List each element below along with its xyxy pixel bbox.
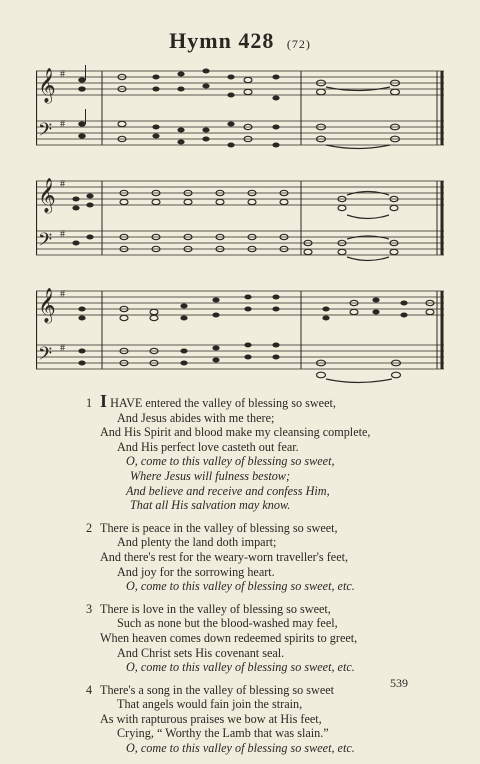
verse-line: Crying, “ Worthy the Lamb that was slain.” <box>117 726 329 741</box>
music-system-3 <box>36 285 446 389</box>
verse-line: As with rapturous praises we bow at His feet, <box>100 711 322 726</box>
verse-text: There is love in the valley of blessing so sweet, <box>100 601 331 616</box>
verse-line: Such as none but the blood-washed may feel, <box>117 616 338 631</box>
svg-text:𝄢: 𝄢 <box>38 120 53 145</box>
music-system-2 <box>36 175 446 271</box>
verse-text: There is peace in the valley of blessing so sweet, <box>100 520 338 535</box>
verse-line: And joy for the sorrowing heart. <box>117 564 275 579</box>
verse-text: There's a song in the valley of blessing so sweet <box>100 682 335 697</box>
page-number: 539 <box>390 676 408 690</box>
verse-4 <box>86 682 400 756</box>
svg-text:𝄢: 𝄢 <box>38 344 53 369</box>
verse-line: That angels would fain join the strain, <box>117 697 303 712</box>
verse-line: And His perfect love casteth out fear. <box>117 439 299 454</box>
chorus-line: O, come to this valley of blessing so sweet, etc. <box>126 660 355 675</box>
verse-3 <box>86 601 400 675</box>
svg-text:𝄞: 𝄞 <box>38 178 56 213</box>
music-system-1 <box>36 65 446 161</box>
svg-text:#: # <box>60 69 65 80</box>
svg-text:#: # <box>60 343 65 354</box>
svg-text:𝄢: 𝄢 <box>38 230 53 255</box>
hymn-title-text: Hymn 428 <box>169 28 275 53</box>
svg-text:#: # <box>60 119 65 130</box>
svg-text:#: # <box>60 229 65 240</box>
verse-number: 2 <box>86 520 93 535</box>
drop-cap: I <box>100 391 108 411</box>
verse-line <box>86 601 400 617</box>
verse-line: And His Spirit and blood make my cleansing complete, <box>100 425 371 440</box>
hymn-verses <box>86 391 400 764</box>
chorus-line: O, come to this valley of blessing so sweet, etc. <box>126 741 355 756</box>
chorus-line: O, come to this valley of blessing so sweet, etc. <box>126 579 355 594</box>
chorus-line: That all His salvation may know. <box>130 498 291 513</box>
hymn-title <box>0 28 480 54</box>
verse-line: And Jesus abides with me there; <box>117 410 275 425</box>
verse-line <box>86 520 400 536</box>
chorus-line: O, come to this valley of blessing so sweet, <box>126 454 335 469</box>
verse-line <box>86 391 400 411</box>
music-staff-graphic <box>36 285 446 389</box>
verse-line: And plenty the land doth impart; <box>117 535 277 550</box>
svg-text:#: # <box>60 179 65 190</box>
verse-text: HAVE entered the valley of blessing so sweet, <box>110 396 336 410</box>
svg-text:𝄞: 𝄞 <box>38 288 56 323</box>
verse-number: 3 <box>86 601 93 616</box>
chorus-line: Where Jesus will fulness bestow; <box>130 468 290 483</box>
verse-number: 1 <box>86 396 93 410</box>
hymn-reference: (72) <box>286 37 311 51</box>
music-staff-graphic <box>36 65 446 161</box>
music-staff-graphic <box>36 175 446 271</box>
svg-text:𝄞: 𝄞 <box>38 68 56 103</box>
verse-line: And there's rest for the weary-worn traveller's feet, <box>100 549 349 564</box>
verse-1 <box>86 391 400 513</box>
verse-line: When heaven comes down redeemed spirits to greet, <box>100 630 358 645</box>
chorus-line: And believe and receive and confess Him, <box>126 483 330 498</box>
verse-number: 4 <box>86 682 93 697</box>
verse-2 <box>86 520 400 594</box>
svg-text:#: # <box>60 289 65 300</box>
verse-line: And Christ sets His covenant seal. <box>117 645 285 660</box>
verse-line <box>86 682 400 698</box>
